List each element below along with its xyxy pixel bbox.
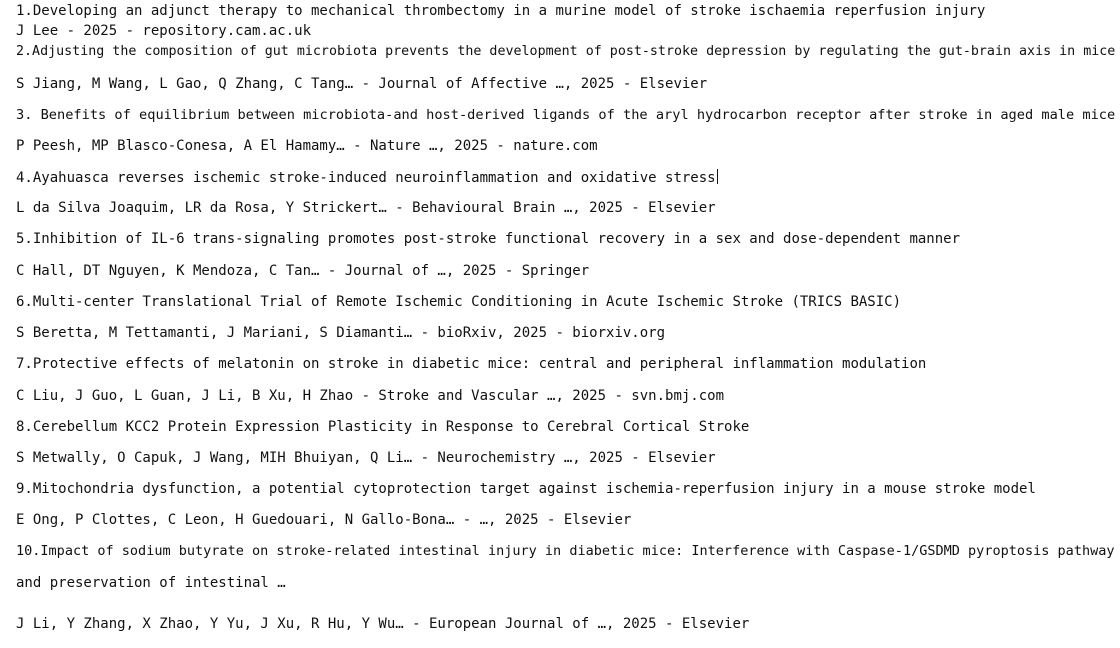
entry-4-title: 4.Ayahuasca reverses ischemic stroke-induced neuroinflammation and oxidative stress xyxy=(16,170,716,186)
entry-10-title: 10.Impact of sodium butyrate on stroke-related intestinal injury in diabetic mice: Interference with Caspase-1/GSDMD pyroptosis pathway xyxy=(16,543,1115,559)
entry-3-meta: P Peesh, MP Blasco-Conesa, A El Hamamy… - Nature …, 2025 - nature.com xyxy=(16,138,598,154)
entry-10-meta: J Li, Y Zhang, X Zhao, Y Yu, J Xu, R Hu, Y Wu… - European Journal of …, 2025 - Elsevier xyxy=(16,616,750,632)
entry-7-title: 7.Protective effects of melatonin on stroke in diabetic mice: central and peripheral inflammation modulation xyxy=(16,356,927,372)
entry-4-meta: L da Silva Joaquim, LR da Rosa, Y Strickert… - Behavioural Brain …, 2025 - Elsevier xyxy=(16,200,716,216)
entry-5-title: 5.Inhibition of IL-6 trans-signaling promotes post-stroke functional recovery in a sex and dose-dependent manner xyxy=(16,231,961,247)
entry-6-title: 6.Multi-center Translational Trial of Remote Ischemic Conditioning in Acute Ischemic Stroke (TRICS BASIC) xyxy=(16,294,902,310)
entry-7-meta: C Liu, J Guo, L Guan, J Li, B Xu, H Zhao - Stroke and Vascular …, 2025 - svn.bmj.com xyxy=(16,388,725,404)
entry-10-title-continued: and preservation of intestinal … xyxy=(16,575,286,591)
entry-8-meta: S Metwally, O Capuk, J Wang, MIH Bhuiyan, Q Li… - Neurochemistry …, 2025 - Elsevier xyxy=(16,450,716,466)
entry-9-title: 9.Mitochondria dysfunction, a potential cytoprotection target against ischemia-reperfusion injury in a mouse stroke model xyxy=(16,481,1036,497)
entry-9-meta: E Ong, P Clottes, C Leon, H Guedouari, N Gallo-Bona… - …, 2025 - Elsevier xyxy=(16,512,632,528)
entry-5-meta: C Hall, DT Nguyen, K Mendoza, C Tan… - Journal of …, 2025 - Springer xyxy=(16,263,590,279)
entry-8-title: 8.Cerebellum KCC2 Protein Expression Plasticity in Response to Cerebral Cortical Stroke xyxy=(16,419,750,435)
entry-6-meta: S Beretta, M Tettamanti, J Mariani, S Diamanti… - bioRxiv, 2025 - biorxiv.org xyxy=(16,325,666,341)
text-cursor xyxy=(717,169,718,184)
entry-2-meta: S Jiang, M Wang, L Gao, Q Zhang, C Tang… - Journal of Affective …, 2025 - Elsevier xyxy=(16,76,708,92)
entry-2-title: 2.Adjusting the composition of gut microbiota prevents the development of post-stroke depression by regulating the gut-brain axis in mice xyxy=(16,44,1116,59)
entry-3-title: 3. Benefits of equilibrium between microbiota-and host-derived ligands of the aryl hydrocarbon receptor after stroke in aged male mice xyxy=(16,107,1116,123)
entry-1-meta: J Lee - 2025 - repository.cam.ac.uk xyxy=(16,23,312,39)
entry-4-title-row xyxy=(16,169,718,186)
entry-1-title: 1.Developing an adjunct therapy to mechanical thrombectomy in a murine model of stroke ischaemia reperfusion injury xyxy=(16,3,986,19)
